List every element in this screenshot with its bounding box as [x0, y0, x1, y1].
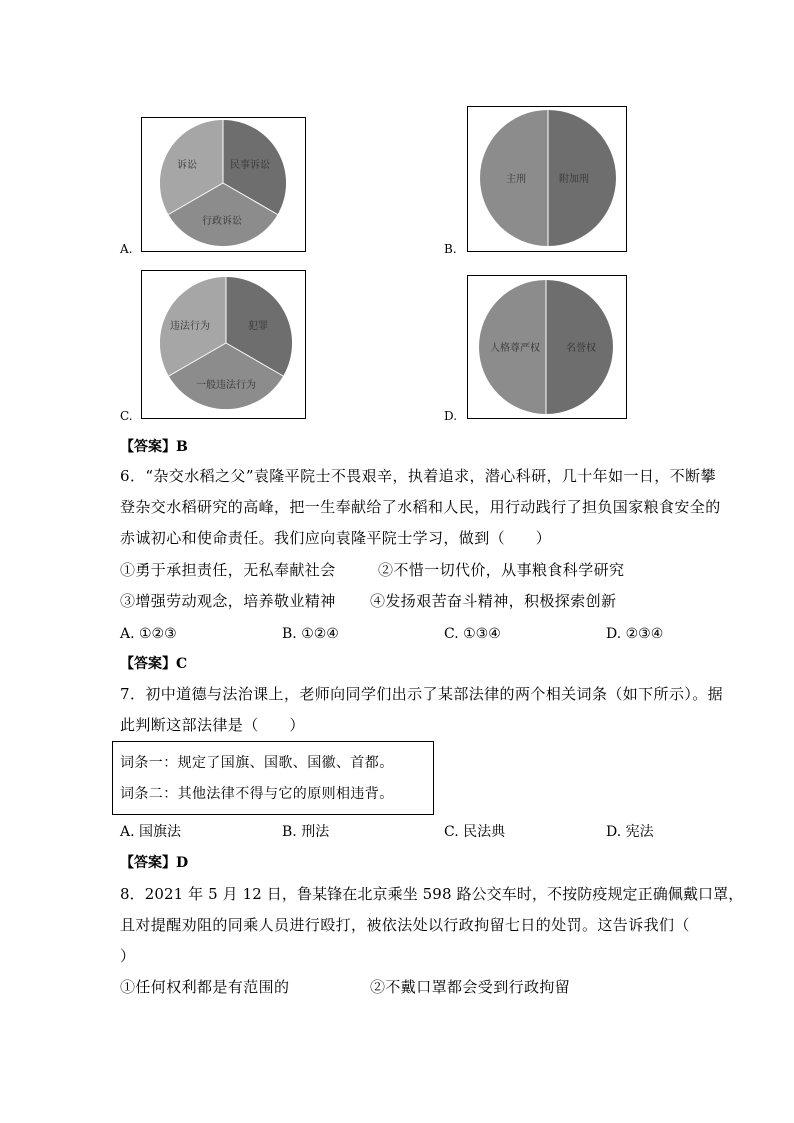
chart-a-label-3: 行政诉讼: [202, 216, 242, 227]
chart-a-frame: [141, 117, 306, 252]
q7-option-d: D. 宪法: [606, 824, 654, 840]
q7-text-line-1: 7．初中道德与法治课上，老师向同学们出示了某部法律的两个相关词条（如下所示）。据: [120, 685, 724, 703]
q7-entry-box: [112, 741, 434, 815]
q7-entry-1: 词条一：规定了国旗、国歌、国徽、首都。: [120, 755, 394, 771]
q7-option-b: B. 刑法: [282, 824, 330, 840]
q7-entry-2: 词条二：其他法律不得与它的原则相违背。: [120, 786, 394, 802]
chart-c-label-2: 犯罪: [248, 321, 268, 332]
q7-option-a: A. 国旗法: [120, 824, 182, 840]
chart-b-label-2: 附加刑: [559, 174, 589, 185]
chart-c-label-1: 违法行为: [170, 321, 210, 332]
q6-statement-1: ①勇于承担责任，无私奉献社会: [120, 561, 336, 579]
q6-option-a: A. ①②③: [120, 626, 177, 642]
chart-d-label-2: 名誉权: [566, 343, 596, 354]
q7-option-c: C. 民法典: [444, 824, 506, 840]
q6-statement-3: ③增强劳动观念，培养敬业精神: [120, 592, 336, 610]
chart-a-pie: [142, 118, 305, 251]
q6-option-b: B. ①②④: [282, 626, 339, 642]
chart-b-frame: [467, 106, 627, 252]
answer-6: 【答案】C: [120, 656, 188, 672]
chart-c-frame: [141, 270, 306, 419]
q8-text-line-2: 且对提醒劝阻的同乘人员进行殴打，被依法处以行政拘留七日的处罚。这告诉我们（: [120, 916, 690, 934]
chart-b-label-1: 主刑: [506, 174, 526, 185]
answer-5: 【答案】B: [120, 439, 188, 455]
option-letter-c: C.: [120, 409, 133, 423]
chart-d-frame: [467, 275, 627, 419]
chart-c-pie: [142, 271, 305, 418]
chart-b-pie: [468, 107, 626, 251]
q8-text-line-1: 8．2021 年 5 月 12 日，鲁某锋在北京乘坐 598 路公交车时，不按防疫规定正确佩戴口罩，: [120, 885, 744, 903]
q6-text-line-2: 登杂交水稻研究的高峰，把一生奉献给了水稻和人民，用行动践行了担负国家粮食安全的: [120, 498, 721, 516]
chart-c-label-3: 一般违法行为: [196, 380, 256, 391]
chart-d-pie: [468, 276, 626, 418]
option-letter-a: A.: [120, 242, 133, 256]
q8-statement-2: ②不戴口罩都会受到行政拘留: [370, 978, 571, 996]
q7-text-line-2: 此判断这部法律是（ ）: [120, 716, 305, 734]
answer-7: 【答案】D: [120, 855, 189, 871]
q8-text-line-3: ）: [120, 947, 136, 965]
q6-option-c: C. ①③④: [444, 626, 501, 642]
chart-a-label-1: 诉讼: [177, 160, 197, 171]
q8-statement-1: ①任何权利都是有范围的: [120, 978, 290, 996]
q6-option-d: D. ②③④: [606, 626, 664, 642]
q6-text-line-3: 赤诚初心和使命责任。我们应向袁隆平院士学习，做到（ ）: [120, 529, 552, 547]
q6-text-line-1: 6．“杂交水稻之父”袁隆平院士不畏艰辛，执着追求，潜心科研，几十年如一日，不断攀: [120, 467, 716, 485]
option-letter-b: B.: [444, 242, 457, 256]
option-letter-d: D.: [444, 409, 458, 423]
chart-d-label-1: 人格尊严权: [490, 343, 540, 354]
q6-statement-2: ②不惜一切代价，从事粮食科学研究: [378, 561, 625, 579]
chart-a-label-2: 民事诉讼: [230, 160, 270, 171]
q6-statement-4: ④发扬艰苦奋斗精神，积极探索创新: [370, 592, 617, 610]
